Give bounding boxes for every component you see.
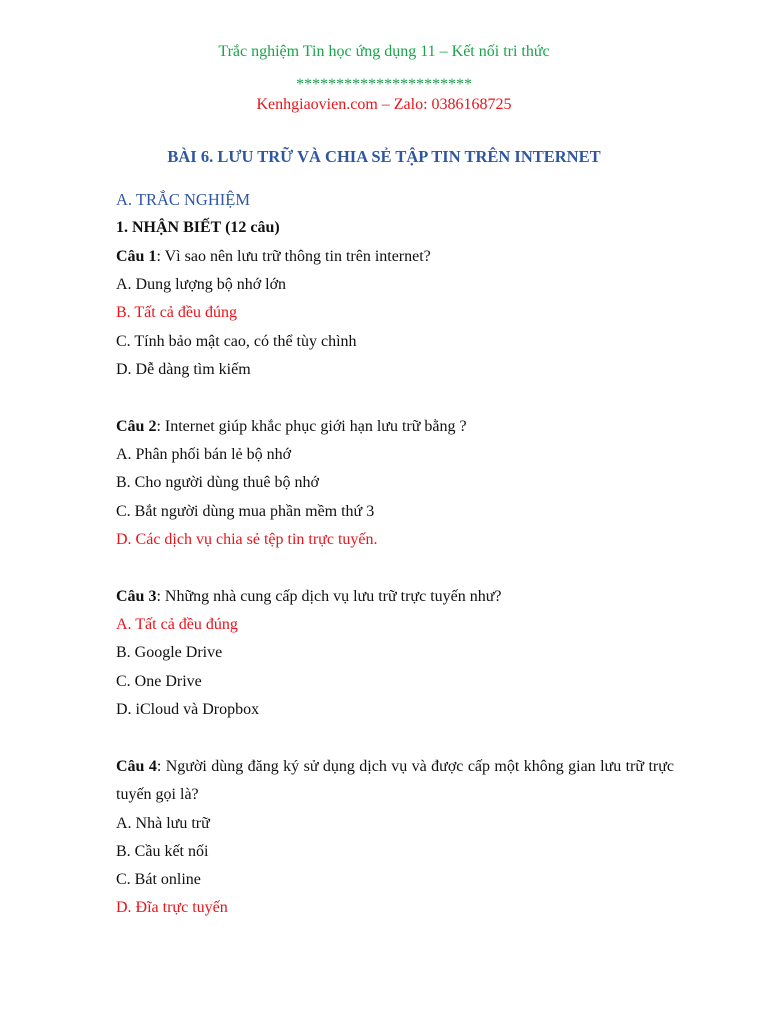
question-text: : Những nhà cung cấp dịch vụ lưu trữ trực tuyến như? <box>156 588 502 605</box>
question-text: : Người dùng đăng ký sử dụng dịch vụ và được cấp một không gian lưu trữ trực tuyến gọi là? <box>116 758 675 803</box>
question-label: Câu 1 <box>116 248 157 265</box>
q1-option-d: D. Dễ dàng tìm kiếm <box>116 361 251 378</box>
lesson-title: BÀI 6. LƯU TRỮ VÀ CHIA SẺ TẬP TIN TRÊN INTERNET <box>167 147 601 166</box>
question-3 <box>116 583 676 611</box>
question-1 <box>116 243 676 271</box>
q2-option-c: C. Bắt người dùng mua phần mềm thứ 3 <box>116 503 375 520</box>
header-site: Kenhgiaovien.com – Zalo: 0386168725 <box>256 96 512 113</box>
question-2 <box>116 413 676 441</box>
question-text: : Internet giúp khắc phục giới hạn lưu trữ bằng ? <box>156 418 467 435</box>
header-title: Trắc nghiệm Tin học ứng dụng 11 – Kết nối tri thức <box>218 43 550 60</box>
q2-option-a: A. Phân phối bán lẻ bộ nhớ <box>116 446 292 463</box>
question-label: Câu 4 <box>116 758 157 775</box>
q3-option-c: C. One Drive <box>116 673 202 690</box>
q4-option-c: C. Bát online <box>116 871 201 888</box>
q4-option-b: B. Cầu kết nối <box>116 843 209 860</box>
question-4 <box>116 753 674 809</box>
q4-option-a: A. Nhà lưu trữ <box>116 815 210 832</box>
q3-option-d: D. iCloud và Dropbox <box>116 701 260 718</box>
question-label: Câu 2 <box>116 418 157 435</box>
q2-option-d-correct: D. Các dịch vụ chia sẻ tệp tin trực tuyến. <box>116 531 378 548</box>
q3-option-b: B. Google Drive <box>116 644 223 661</box>
section-a-heading: A. TRẮC NGHIỆM <box>116 190 250 209</box>
q4-option-d-correct: D. Đĩa trực tuyến <box>116 899 228 916</box>
header-stars: ********************** <box>296 76 472 93</box>
q1-option-b-correct: B. Tất cả đều đúng <box>116 304 238 321</box>
q3-option-a-correct: A. Tất cả đều đúng <box>116 616 238 633</box>
q1-option-a: A. Dung lượng bộ nhớ lớn <box>116 276 287 293</box>
q2-option-b: B. Cho người dùng thuê bộ nhớ <box>116 474 319 491</box>
q1-option-c: C. Tính bảo mật cao, có thể tùy chình <box>116 333 357 350</box>
subsection-heading: 1. NHẬN BIẾT (12 câu) <box>116 219 280 236</box>
question-text: : Vì sao nên lưu trữ thông tin trên internet? <box>156 248 431 265</box>
question-label: Câu 3 <box>116 588 157 605</box>
